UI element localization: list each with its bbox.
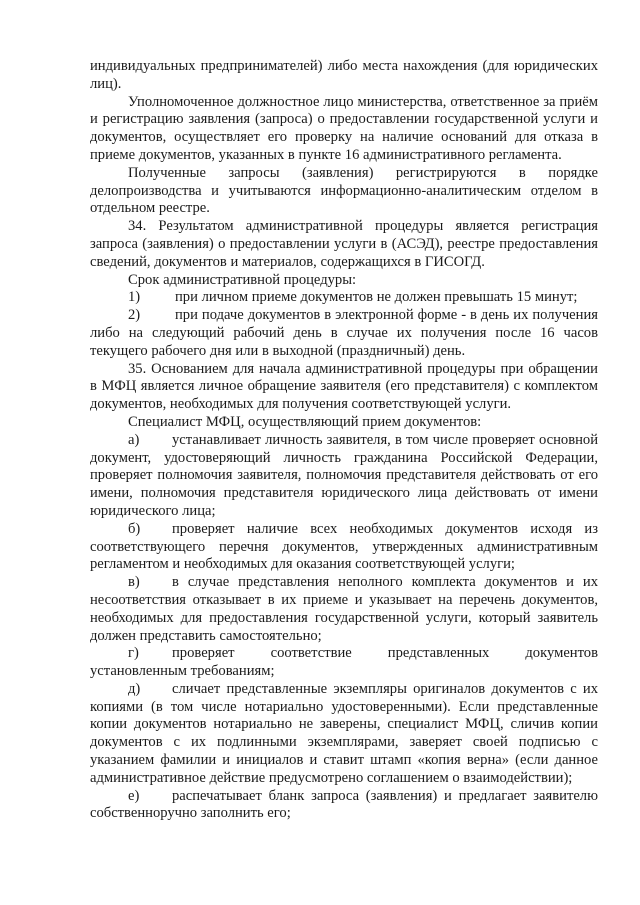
timing-item-1 <box>90 289 598 307</box>
timing-item-2 <box>90 307 598 360</box>
item-text: сличает представленные экземпляры оригиналов документов с их копиями (в том числе нотариально удостоверенными). Если представленные копии документов нотариально не заверены, специалист МФЦ, сличив копии документов с их подлинными экземплярами, заверяет своей подписью с указанием фамилии и инициалов и ставит штамп «копия верна» (если данное административное действие предусмотрено соглашением о взаимодействии); <box>90 680 598 786</box>
item-text: проверяет наличие всех необходимых документов исходя из соответствующего перечня документов, утвержденных административным регламентом и необходимых для оказания соответствующей услуги; <box>90 520 598 573</box>
specialist-item-e <box>90 788 598 824</box>
item-letter: е) <box>128 787 140 804</box>
specialist-item-g <box>90 645 598 681</box>
paragraph-specialist-intro: Специалист МФЦ, осуществляющий прием документов: <box>128 413 482 430</box>
specialist-item-d <box>90 681 598 788</box>
item-text: устанавливает личность заявителя, в том числе проверяет основной документ, удостоверяющий личность гражданина Российской Федерации, проверяет полномочия заявителя, полномочия представителя действовать от его имени, полномочия представителя юридического лица действовать от имени юридического лица; <box>90 431 598 519</box>
item-number: 1) <box>128 289 141 306</box>
item-text: проверяет соответствие представленных документов установленным требованиям; <box>90 645 598 680</box>
paragraph-authorized-official: Уполномоченное должностное лицо министерства, ответственное за приём и регистрацию заявления (запроса) о предоставлении государственной услуги и документов, осуществляет его проверку на наличие оснований для отказа в приеме документов, указанных в пункте 16 административного регламента. <box>90 93 598 163</box>
item-text: при личном приеме документов не должен превышать 15 минут; <box>175 289 578 306</box>
item-letter: а) <box>128 431 140 448</box>
paragraph-registered-requests: Полученные запросы (заявления) регистрируются в порядке делопроизводства и учитываются информационно-аналитическим отделом в отдельном реестре. <box>90 164 598 217</box>
item-letter: г) <box>128 645 139 662</box>
paragraph-34-result: 34. Результатом административной процедуры является регистрация запроса (заявления) о предоставлении услуги в (АСЭД), реестре предоставления сведений, документов и материалов, содержащихся в ГИСОГД. <box>90 218 598 270</box>
item-letter: б) <box>128 520 141 537</box>
paragraph-procedure-term: Срок административной процедуры: <box>128 271 357 288</box>
document-page <box>90 58 598 823</box>
paragraph-35-mfc: 35. Основанием для начала административной процедуры при обращении в МФЦ является личное обращение заявителя (его представителя) с комплектом документов, необходимых для получения соответствующей услуги. <box>90 360 598 413</box>
item-text: при подаче документов в электронной форме - в день их получения либо на следующий рабочий день в случае их получения после 16 часов текущего рабочего дня или в выходной (праздничный) день. <box>90 307 598 359</box>
paragraph-continuation: индивидуальных предпринимателей) либо места нахождения (для юридических лиц). <box>90 58 598 92</box>
item-text: в случае представления неполного комплекта документов и их несоответствия отказывает в их приеме и указывает на перечень документов, необходимых для предоставления государственной услуги, который заявитель должен представить самостоятельно; <box>90 574 598 644</box>
specialist-item-b <box>90 521 598 574</box>
item-text: распечатывает бланк запроса (заявления) и предлагает заявителю собственноручно заполнить его; <box>90 787 598 822</box>
item-number: 2) <box>128 307 141 324</box>
specialist-item-v <box>90 574 598 645</box>
specialist-item-a <box>90 432 598 521</box>
item-letter: в) <box>128 574 140 591</box>
item-letter: д) <box>128 680 141 697</box>
